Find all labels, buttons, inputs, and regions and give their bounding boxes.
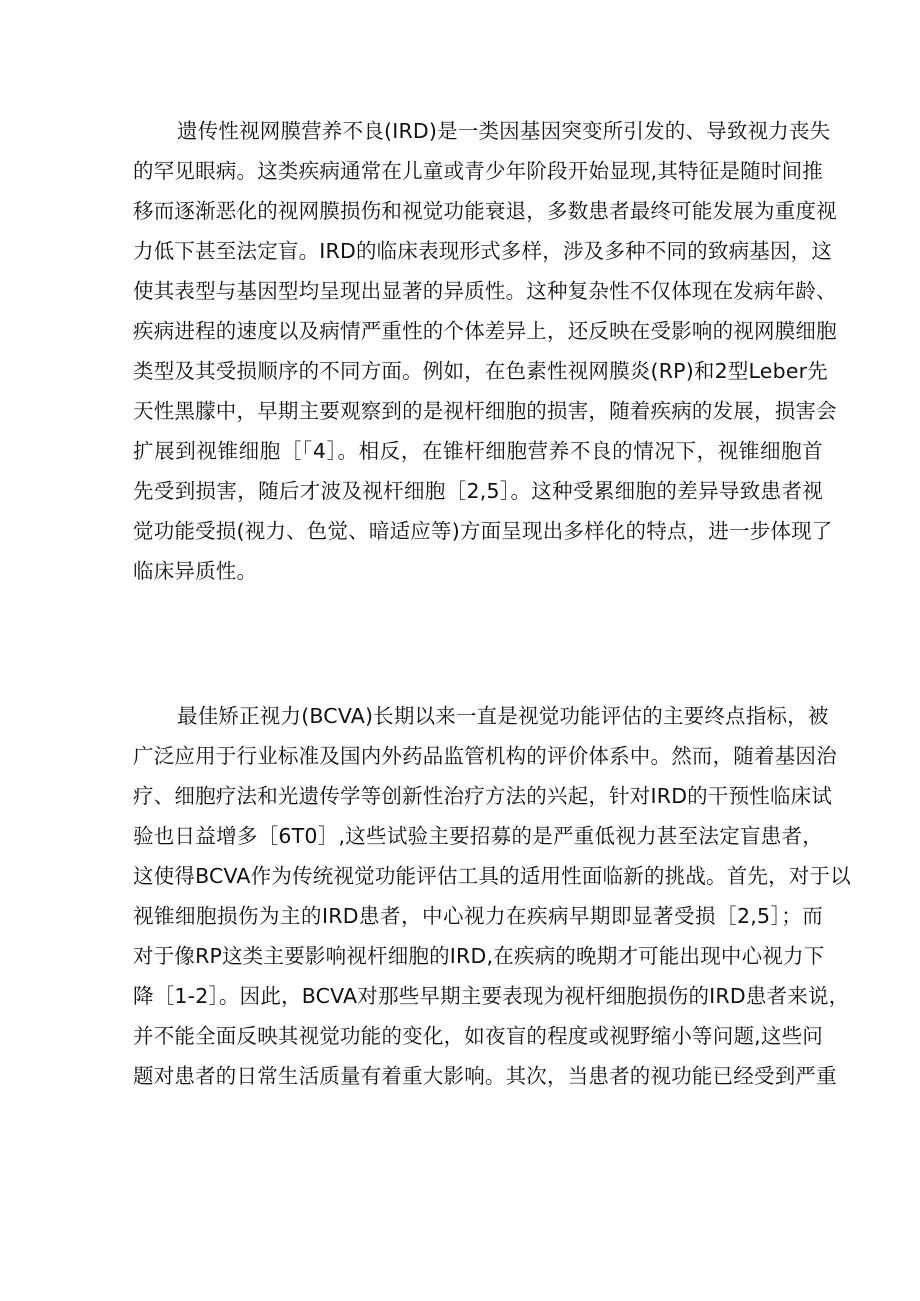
text-line: 并不能全面反映其视觉功能的变化，如夜盲的程度或视野缩小等问题,这些问: [133, 1024, 823, 1048]
text-line: 遗传性视网膜营养不良(IRD)是一类因基因突变所引发的、导致视力丧失: [177, 119, 831, 143]
text-line: 扩展到视锥细胞［「4］。相反，在锥杆细胞营养不良的情况下，视锥细胞首: [133, 439, 823, 463]
text-line: 移而逐渐恶化的视网膜损伤和视觉功能衰退，多数患者最终可能发展为重度视: [133, 199, 837, 223]
text-line: 类型及其受损顺序的不同方面。例如，在色素性视网膜炎(RP)和2型Leber先: [133, 359, 828, 383]
text-line: 临床异质性。: [133, 559, 258, 583]
text-line: 使其表型与基因型均呈现出显著的异质性。这种复杂性不仅体现在发病年龄、: [133, 279, 837, 303]
text-line: 疾病进程的速度以及病情严重性的个体差异上，还反映在受影响的视网膜细胞: [133, 319, 837, 343]
text-line: 广泛应用于行业标准及国内外药品监管机构的评价体系中。然而，随着基因治: [133, 744, 837, 768]
text-line: 验也日益增多［6T0］,这些试验主要招募的是严重低视力甚至法定盲患者，: [133, 824, 823, 848]
text-line: 题对患者的日常生活质量有着重大影响。其次，当患者的视功能已经受到严重: [133, 1064, 837, 1088]
text-line: 的罕见眼病。这类疾病通常在儿童或青少年阶段开始显现,其特征是随时间推: [133, 159, 823, 183]
paragraph-bcva-limitations: [133, 696, 851, 1096]
paragraph-ird-overview: [133, 111, 837, 591]
text-line: 视锥细胞损伤为主的IRD患者，中心视力在疾病早期即显著受损［2,5］；而: [133, 904, 823, 928]
text-line: 力低下甚至法定盲。IRD的临床表现形式多样，涉及多种不同的致病基因，这: [133, 239, 833, 263]
text-line: 降［1-2］。因此，BCVA对那些早期主要表现为视杆细胞损伤的IRD患者来说，: [133, 984, 850, 1008]
text-line: 觉功能受损(视力、色觉、暗适应等)方面呈现出多样化的特点，进一步体现了: [133, 519, 833, 543]
text-line: 天性黑朦中，早期主要观察到的是视杆细胞的损害，随着疾病的发展，损害会: [133, 399, 837, 423]
text-line: 先受到损害，随后才波及视杆细胞［2,5］。这种受累细胞的差异导致患者视: [133, 479, 823, 503]
text-line: 最佳矫正视力(BCVA)长期以来一直是视觉功能评估的主要终点指标，被: [177, 704, 829, 728]
text-line: 对于像RP这类主要影响视杆细胞的IRD,在疾病的晚期才可能出现中心视力下: [133, 944, 825, 968]
text-line: 疗、细胞疗法和光遗传学等创新性治疗方法的兴起，针对IRD的干预性临床试: [133, 784, 833, 808]
text-line: 这使得BCVA作为传统视觉功能评估工具的适用性面临新的挑战。首先，对于以: [133, 864, 851, 888]
